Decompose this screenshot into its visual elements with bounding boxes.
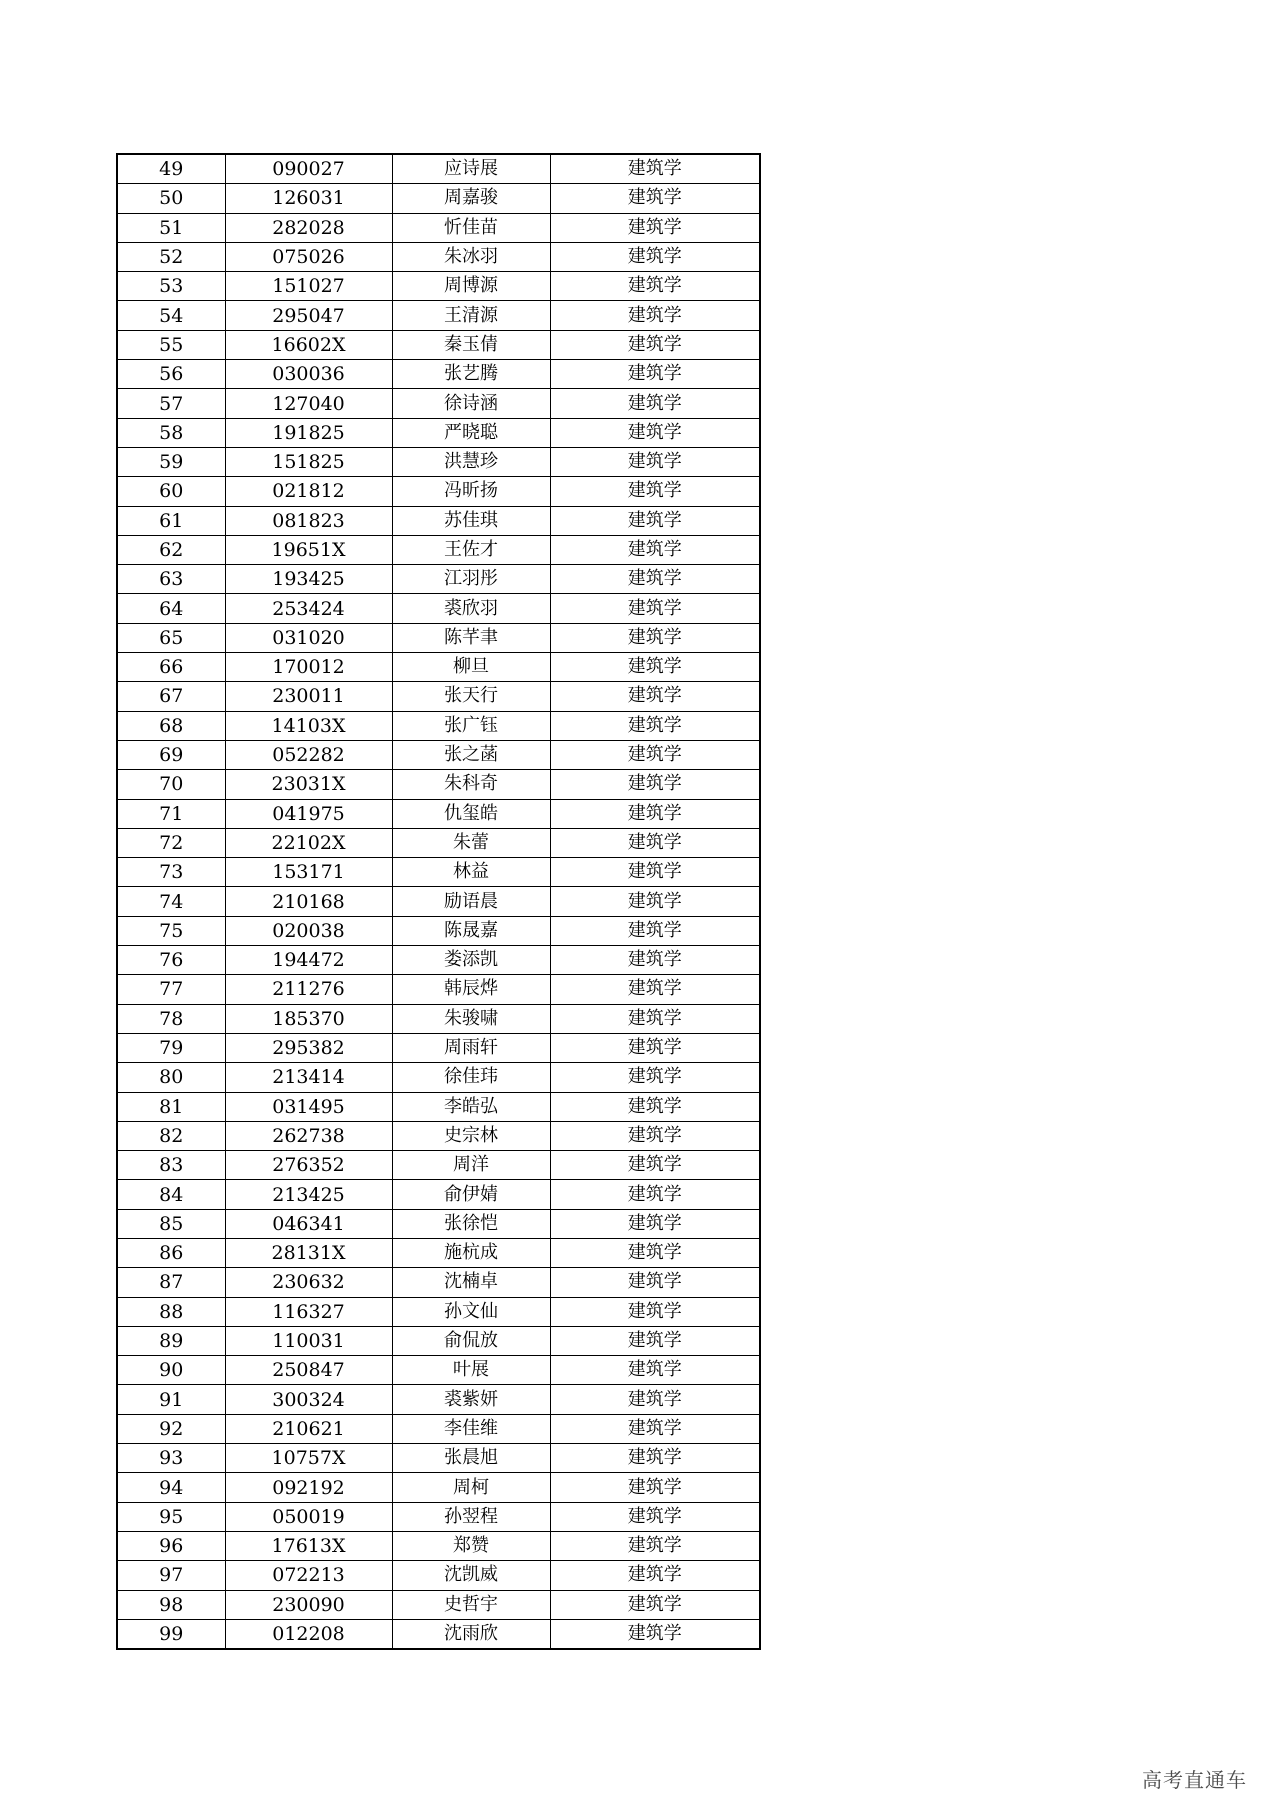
- exam-id-cell: 170012: [225, 653, 392, 682]
- student-name-cell: 张艺腾: [392, 360, 550, 389]
- major-cell: 建筑学: [550, 213, 760, 242]
- table-row: [117, 1326, 760, 1355]
- student-name-cell: 柳旦: [392, 653, 550, 682]
- major-cell: 建筑学: [550, 535, 760, 564]
- major-cell: 建筑学: [550, 916, 760, 945]
- student-name-cell: 应诗展: [392, 154, 550, 184]
- student-name-cell: 沈楠卓: [392, 1268, 550, 1297]
- table-row: [117, 1268, 760, 1297]
- table-row: [117, 1151, 760, 1180]
- row-number-cell: 84: [117, 1180, 225, 1209]
- major-cell: 建筑学: [550, 1561, 760, 1590]
- major-cell: 建筑学: [550, 447, 760, 476]
- exam-id-cell: 230632: [225, 1268, 392, 1297]
- table-row: [117, 1444, 760, 1473]
- table-row: [117, 418, 760, 447]
- table-row: [117, 1414, 760, 1443]
- student-name-cell: 朱骏啸: [392, 1004, 550, 1033]
- exam-id-cell: 23031X: [225, 770, 392, 799]
- row-number-cell: 95: [117, 1502, 225, 1531]
- student-name-cell: 韩辰烨: [392, 975, 550, 1004]
- table-row: [117, 1531, 760, 1560]
- student-name-cell: 秦玉倩: [392, 330, 550, 359]
- row-number-cell: 77: [117, 975, 225, 1004]
- row-number-cell: 60: [117, 477, 225, 506]
- student-name-cell: 江羽彤: [392, 565, 550, 594]
- major-cell: 建筑学: [550, 1268, 760, 1297]
- row-number-cell: 70: [117, 770, 225, 799]
- exam-id-cell: 191825: [225, 418, 392, 447]
- major-cell: 建筑学: [550, 594, 760, 623]
- table-body: [117, 154, 760, 1649]
- major-cell: 建筑学: [550, 975, 760, 1004]
- student-name-cell: 李皓弘: [392, 1092, 550, 1121]
- table-row: [117, 1561, 760, 1590]
- major-cell: 建筑学: [550, 1121, 760, 1150]
- row-number-cell: 52: [117, 242, 225, 271]
- table-row: [117, 477, 760, 506]
- exam-id-cell: 213425: [225, 1180, 392, 1209]
- major-cell: 建筑学: [550, 272, 760, 301]
- student-name-cell: 忻佳苗: [392, 213, 550, 242]
- student-name-cell: 裘紫妍: [392, 1385, 550, 1414]
- row-number-cell: 61: [117, 506, 225, 535]
- exam-id-cell: 116327: [225, 1297, 392, 1326]
- table-row: [117, 1590, 760, 1619]
- row-number-cell: 73: [117, 858, 225, 887]
- student-name-cell: 张徐恺: [392, 1209, 550, 1238]
- major-cell: 建筑学: [550, 828, 760, 857]
- table-row: [117, 272, 760, 301]
- major-cell: 建筑学: [550, 887, 760, 916]
- table-row: [117, 1473, 760, 1502]
- exam-id-cell: 250847: [225, 1356, 392, 1385]
- table-row: [117, 740, 760, 769]
- student-name-cell: 孙文仙: [392, 1297, 550, 1326]
- major-cell: 建筑学: [550, 1590, 760, 1619]
- exam-id-cell: 193425: [225, 565, 392, 594]
- student-name-cell: 朱科奇: [392, 770, 550, 799]
- exam-id-cell: 230011: [225, 682, 392, 711]
- student-name-cell: 苏佳琪: [392, 506, 550, 535]
- row-number-cell: 69: [117, 740, 225, 769]
- exam-id-cell: 031020: [225, 623, 392, 652]
- row-number-cell: 66: [117, 653, 225, 682]
- major-cell: 建筑学: [550, 1326, 760, 1355]
- major-cell: 建筑学: [550, 1444, 760, 1473]
- exam-id-cell: 052282: [225, 740, 392, 769]
- row-number-cell: 98: [117, 1590, 225, 1619]
- student-name-cell: 叶展: [392, 1356, 550, 1385]
- major-cell: 建筑学: [550, 360, 760, 389]
- major-cell: 建筑学: [550, 858, 760, 887]
- major-cell: 建筑学: [550, 1063, 760, 1092]
- row-number-cell: 88: [117, 1297, 225, 1326]
- exam-id-cell: 153171: [225, 858, 392, 887]
- table-row: [117, 887, 760, 916]
- exam-id-cell: 22102X: [225, 828, 392, 857]
- major-cell: 建筑学: [550, 1385, 760, 1414]
- exam-id-cell: 28131X: [225, 1238, 392, 1267]
- table-row: [117, 858, 760, 887]
- student-name-cell: 周博源: [392, 272, 550, 301]
- major-cell: 建筑学: [550, 330, 760, 359]
- table-row: [117, 623, 760, 652]
- table-row: [117, 360, 760, 389]
- exam-id-cell: 210168: [225, 887, 392, 916]
- major-cell: 建筑学: [550, 1619, 760, 1649]
- row-number-cell: 89: [117, 1326, 225, 1355]
- student-name-cell: 施杭成: [392, 1238, 550, 1267]
- student-name-cell: 周洋: [392, 1151, 550, 1180]
- exam-id-cell: 295047: [225, 301, 392, 330]
- exam-id-cell: 092192: [225, 1473, 392, 1502]
- row-number-cell: 87: [117, 1268, 225, 1297]
- table-row: [117, 330, 760, 359]
- student-name-cell: 王佐才: [392, 535, 550, 564]
- row-number-cell: 75: [117, 916, 225, 945]
- exam-id-cell: 127040: [225, 389, 392, 418]
- major-cell: 建筑学: [550, 301, 760, 330]
- student-name-cell: 史宗林: [392, 1121, 550, 1150]
- student-name-cell: 郑赞: [392, 1531, 550, 1560]
- table-row: [117, 946, 760, 975]
- exam-id-cell: 276352: [225, 1151, 392, 1180]
- major-cell: 建筑学: [550, 154, 760, 184]
- row-number-cell: 68: [117, 711, 225, 740]
- table-row: [117, 1180, 760, 1209]
- student-name-cell: 冯昕扬: [392, 477, 550, 506]
- table-row: [117, 916, 760, 945]
- major-cell: 建筑学: [550, 1033, 760, 1062]
- student-name-cell: 娄添凯: [392, 946, 550, 975]
- major-cell: 建筑学: [550, 623, 760, 652]
- student-name-cell: 徐佳玮: [392, 1063, 550, 1092]
- student-name-cell: 洪慧珍: [392, 447, 550, 476]
- row-number-cell: 67: [117, 682, 225, 711]
- watermark-text: 高考直通车: [1142, 1768, 1247, 1792]
- major-cell: 建筑学: [550, 653, 760, 682]
- exam-id-cell: 151027: [225, 272, 392, 301]
- exam-id-cell: 295382: [225, 1033, 392, 1062]
- row-number-cell: 63: [117, 565, 225, 594]
- major-cell: 建筑学: [550, 1473, 760, 1502]
- table-row: [117, 301, 760, 330]
- exam-id-cell: 041975: [225, 799, 392, 828]
- row-number-cell: 96: [117, 1531, 225, 1560]
- table-row: [117, 770, 760, 799]
- admission-list-table: [116, 153, 761, 1650]
- student-name-cell: 严晓聪: [392, 418, 550, 447]
- row-number-cell: 55: [117, 330, 225, 359]
- table-row: [117, 154, 760, 184]
- major-cell: 建筑学: [550, 711, 760, 740]
- student-name-cell: 周嘉骏: [392, 184, 550, 213]
- major-cell: 建筑学: [550, 740, 760, 769]
- exam-id-cell: 185370: [225, 1004, 392, 1033]
- exam-id-cell: 211276: [225, 975, 392, 1004]
- student-name-cell: 俞侃放: [392, 1326, 550, 1355]
- major-cell: 建筑学: [550, 1297, 760, 1326]
- table-row: [117, 1297, 760, 1326]
- row-number-cell: 85: [117, 1209, 225, 1238]
- student-name-cell: 俞伊婧: [392, 1180, 550, 1209]
- student-name-cell: 周柯: [392, 1473, 550, 1502]
- student-name-cell: 张之菡: [392, 740, 550, 769]
- row-number-cell: 93: [117, 1444, 225, 1473]
- major-cell: 建筑学: [550, 946, 760, 975]
- major-cell: 建筑学: [550, 184, 760, 213]
- major-cell: 建筑学: [550, 1004, 760, 1033]
- student-name-cell: 陈晟嘉: [392, 916, 550, 945]
- student-name-cell: 张天行: [392, 682, 550, 711]
- row-number-cell: 57: [117, 389, 225, 418]
- student-name-cell: 张晨旭: [392, 1444, 550, 1473]
- major-cell: 建筑学: [550, 1151, 760, 1180]
- exam-id-cell: 081823: [225, 506, 392, 535]
- student-name-cell: 裘欣羽: [392, 594, 550, 623]
- table-row: [117, 1619, 760, 1649]
- row-number-cell: 65: [117, 623, 225, 652]
- table-row: [117, 242, 760, 271]
- row-number-cell: 80: [117, 1063, 225, 1092]
- table-row: [117, 1209, 760, 1238]
- exam-id-cell: 282028: [225, 213, 392, 242]
- exam-id-cell: 230090: [225, 1590, 392, 1619]
- row-number-cell: 51: [117, 213, 225, 242]
- exam-id-cell: 030036: [225, 360, 392, 389]
- table-row: [117, 1356, 760, 1385]
- exam-id-cell: 213414: [225, 1063, 392, 1092]
- student-name-cell: 励语晨: [392, 887, 550, 916]
- row-number-cell: 72: [117, 828, 225, 857]
- table-row: [117, 594, 760, 623]
- exam-id-cell: 151825: [225, 447, 392, 476]
- table-row: [117, 1092, 760, 1121]
- major-cell: 建筑学: [550, 565, 760, 594]
- table-row: [117, 711, 760, 740]
- table-row: [117, 535, 760, 564]
- major-cell: 建筑学: [550, 1092, 760, 1121]
- exam-id-cell: 126031: [225, 184, 392, 213]
- student-name-cell: 孙翌程: [392, 1502, 550, 1531]
- student-name-cell: 徐诗涵: [392, 389, 550, 418]
- table-row: [117, 565, 760, 594]
- student-name-cell: 王清源: [392, 301, 550, 330]
- student-name-cell: 沈凯威: [392, 1561, 550, 1590]
- row-number-cell: 54: [117, 301, 225, 330]
- row-number-cell: 53: [117, 272, 225, 301]
- row-number-cell: 97: [117, 1561, 225, 1590]
- exam-id-cell: 020038: [225, 916, 392, 945]
- major-cell: 建筑学: [550, 242, 760, 271]
- major-cell: 建筑学: [550, 799, 760, 828]
- major-cell: 建筑学: [550, 1502, 760, 1531]
- table-row: [117, 184, 760, 213]
- row-number-cell: 71: [117, 799, 225, 828]
- row-number-cell: 76: [117, 946, 225, 975]
- row-number-cell: 91: [117, 1385, 225, 1414]
- row-number-cell: 90: [117, 1356, 225, 1385]
- exam-id-cell: 300324: [225, 1385, 392, 1414]
- exam-id-cell: 046341: [225, 1209, 392, 1238]
- exam-id-cell: 110031: [225, 1326, 392, 1355]
- table-row: [117, 799, 760, 828]
- exam-id-cell: 210621: [225, 1414, 392, 1443]
- row-number-cell: 81: [117, 1092, 225, 1121]
- table-row: [117, 1238, 760, 1267]
- major-cell: 建筑学: [550, 418, 760, 447]
- student-name-cell: 朱蕾: [392, 828, 550, 857]
- table-row: [117, 447, 760, 476]
- table-row: [117, 1004, 760, 1033]
- table-row: [117, 1502, 760, 1531]
- student-name-cell: 张广钰: [392, 711, 550, 740]
- major-cell: 建筑学: [550, 1531, 760, 1560]
- table-row: [117, 1121, 760, 1150]
- exam-id-cell: 19651X: [225, 535, 392, 564]
- student-name-cell: 林益: [392, 858, 550, 887]
- student-name-cell: 朱冰羽: [392, 242, 550, 271]
- row-number-cell: 56: [117, 360, 225, 389]
- major-cell: 建筑学: [550, 770, 760, 799]
- row-number-cell: 49: [117, 154, 225, 184]
- student-name-cell: 李佳维: [392, 1414, 550, 1443]
- row-number-cell: 83: [117, 1151, 225, 1180]
- row-number-cell: 58: [117, 418, 225, 447]
- row-number-cell: 62: [117, 535, 225, 564]
- exam-id-cell: 012208: [225, 1619, 392, 1649]
- table-row: [117, 1385, 760, 1414]
- table-row: [117, 828, 760, 857]
- exam-id-cell: 021812: [225, 477, 392, 506]
- table-row: [117, 1033, 760, 1062]
- major-cell: 建筑学: [550, 1414, 760, 1443]
- major-cell: 建筑学: [550, 506, 760, 535]
- major-cell: 建筑学: [550, 1180, 760, 1209]
- exam-id-cell: 10757X: [225, 1444, 392, 1473]
- table-row: [117, 213, 760, 242]
- exam-id-cell: 075026: [225, 242, 392, 271]
- major-cell: 建筑学: [550, 1209, 760, 1238]
- table-row: [117, 682, 760, 711]
- exam-id-cell: 16602X: [225, 330, 392, 359]
- major-cell: 建筑学: [550, 1238, 760, 1267]
- student-name-cell: 周雨轩: [392, 1033, 550, 1062]
- row-number-cell: 50: [117, 184, 225, 213]
- table-row: [117, 1063, 760, 1092]
- student-name-cell: 沈雨欣: [392, 1619, 550, 1649]
- student-name-cell: 仇玺皓: [392, 799, 550, 828]
- table-row: [117, 389, 760, 418]
- row-number-cell: 86: [117, 1238, 225, 1267]
- exam-id-cell: 031495: [225, 1092, 392, 1121]
- row-number-cell: 74: [117, 887, 225, 916]
- student-name-cell: 陈芊聿: [392, 623, 550, 652]
- major-cell: 建筑学: [550, 477, 760, 506]
- major-cell: 建筑学: [550, 682, 760, 711]
- row-number-cell: 82: [117, 1121, 225, 1150]
- exam-id-cell: 072213: [225, 1561, 392, 1590]
- exam-id-cell: 194472: [225, 946, 392, 975]
- exam-id-cell: 050019: [225, 1502, 392, 1531]
- table-row: [117, 506, 760, 535]
- row-number-cell: 78: [117, 1004, 225, 1033]
- row-number-cell: 79: [117, 1033, 225, 1062]
- major-cell: 建筑学: [550, 389, 760, 418]
- exam-id-cell: 17613X: [225, 1531, 392, 1560]
- exam-id-cell: 14103X: [225, 711, 392, 740]
- student-name-cell: 史哲宇: [392, 1590, 550, 1619]
- exam-id-cell: 090027: [225, 154, 392, 184]
- row-number-cell: 59: [117, 447, 225, 476]
- row-number-cell: 64: [117, 594, 225, 623]
- exam-id-cell: 253424: [225, 594, 392, 623]
- exam-id-cell: 262738: [225, 1121, 392, 1150]
- row-number-cell: 99: [117, 1619, 225, 1649]
- row-number-cell: 94: [117, 1473, 225, 1502]
- major-cell: 建筑学: [550, 1356, 760, 1385]
- table-row: [117, 653, 760, 682]
- table-row: [117, 975, 760, 1004]
- row-number-cell: 92: [117, 1414, 225, 1443]
